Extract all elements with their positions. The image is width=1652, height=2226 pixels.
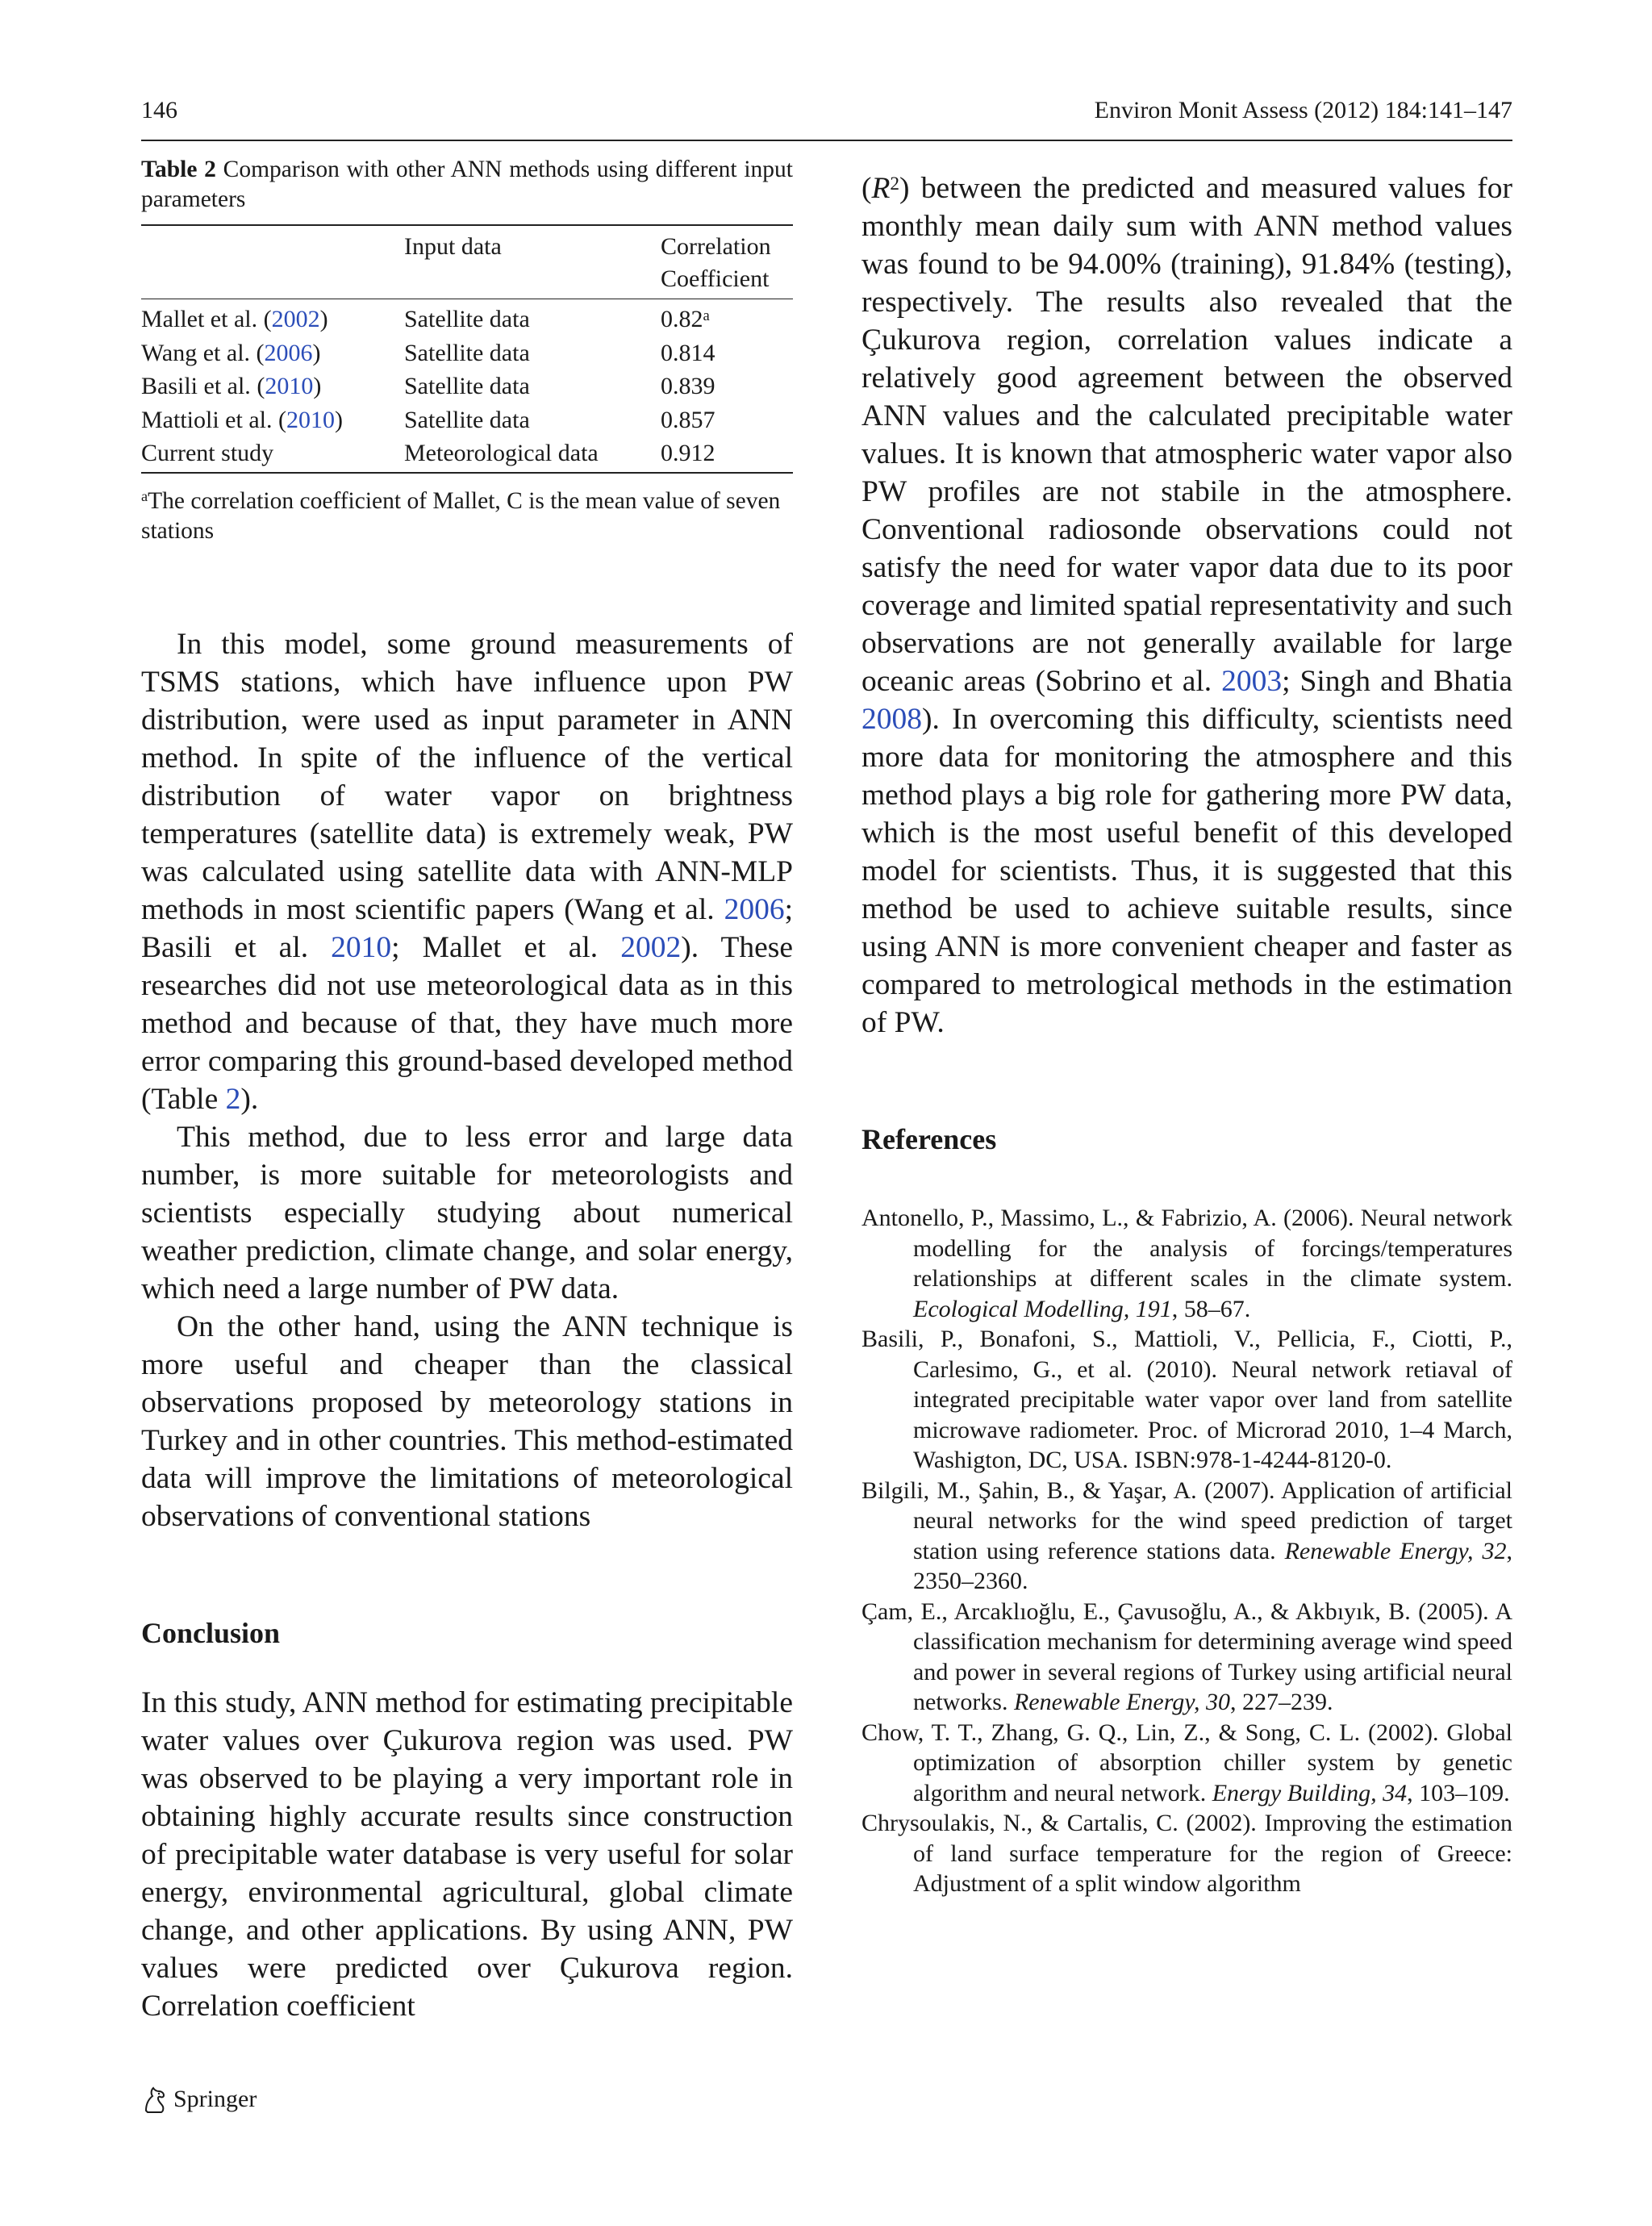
paragraph-text: In this model, some ground measurements of TSMS stations, which have influence upon PW distribution, were used as input parameter in ANN method. In spite of the influence of the vertical distribution of water vapor on brightness temperatures (satellite data) is extremely weak, PW was calculated using satellite data with ANN-MLP methods in most scientific papers (Wang et al. <box>141 627 793 926</box>
table-cell-input: Satellite data <box>404 306 530 332</box>
conclusion-heading: Conclusion <box>141 1616 281 1649</box>
reference-list <box>861 1203 1512 1899</box>
publisher-name: Springer <box>173 2086 257 2112</box>
reference-pages: , 103–109. <box>1407 1779 1510 1806</box>
reference-text: Çam, E., Arcaklıoğlu, E., Çavusoğlu, A., & Akbıyık, B. (2005). A classification mechanism for determining average wind speed and power in several regions of Turkey using artificial neural networks. <box>861 1597 1512 1715</box>
table-cell-value: 0.814 <box>661 339 715 366</box>
table-cell-value: 0.857 <box>661 406 715 433</box>
table-row: Basili et al. (2010) Satellite data 0.839 <box>141 370 793 403</box>
paragraph-text: ; Mallet et al. <box>391 930 621 964</box>
table-cell-input: Satellite data <box>404 339 530 366</box>
reference-pages: , 227–239. <box>1229 1689 1333 1715</box>
citation-link[interactable]: 2003 <box>1221 665 1283 698</box>
footnote-marker: a <box>703 307 710 324</box>
table-header-correlation: Correlation Coefficient <box>661 233 771 292</box>
table-caption <box>141 155 793 215</box>
citation-link[interactable]: 2010 <box>286 406 335 433</box>
reference-item <box>861 1476 1512 1597</box>
table-label: Table 2 <box>141 157 216 182</box>
journal-citation: Environ Monit Assess (2012) 184:141–147 <box>1094 97 1512 123</box>
paragraph-text: ; Basili et al. <box>141 892 793 964</box>
reference-text: Basili, P., Bonafoni, S., Mattioli, V., Pellicia, F., Ciotti, P., Carlesimo, G., et al. (2010). Neural network retiaval of integrated precipitable water vapor over land from satellite microwave radiometer. Proc. of Microrad 2010, 1–4 March, Washigton, DC, USA. ISBN:978-1-4244-8120-0. <box>861 1326 1512 1473</box>
table-cell-input: Satellite data <box>404 373 530 399</box>
r-squared-symbol: R <box>871 172 891 205</box>
citation-link[interactable]: 2010 <box>265 373 314 399</box>
table-reference-link[interactable]: 2 <box>225 1082 241 1116</box>
paragraph-text: ; Singh and Bhatia <box>1282 665 1512 698</box>
reference-journal: Renewable Energy, 30 <box>1013 1689 1230 1715</box>
footnote-text: The correlation coefficient of Mallet, C is the mean value of seven stations <box>141 487 781 544</box>
header-rule <box>141 140 1512 141</box>
body-paragraph: This method, due to less error and large data number, is more suitable for meteorologists and scientists especially studying about numerical weather prediction, climate change, and solar energy, which need a large number of PW data. <box>141 1120 793 1305</box>
citation-link[interactable]: 2002 <box>620 930 682 964</box>
conclusion-paragraph: In this study, ANN method for estimating precipitable water values over Çukurova region was used. PW was observed to be playing a very important role in obtaining highly accurate results since construction of precipitable water database is very useful for solar energy, environmental agricultural, global climate change, and other applications. By using ANN, PW values were predicted over Çukurova region. Correlation coefficient <box>141 1685 793 2023</box>
reference-item <box>861 1324 1512 1476</box>
table-cell-value: 0.839 <box>661 373 715 399</box>
reference-text: Antonello, P., Massimo, L., & Fabrizio, A. (2006). Neural network modelling for the analysis of forcings/temperatures relationships at different scales in the climate system. <box>861 1205 1512 1292</box>
publisher-footer <box>141 2085 257 2114</box>
table-cell-study: Current study <box>141 440 274 466</box>
reference-text: Chrysoulakis, N., & Cartalis, C. (2002). Improving the estimation of land surface temperature for the region of Greece: Adjustment of a split window algorithm <box>861 1810 1512 1897</box>
reference-pages: , 2350–2360. <box>913 1537 1512 1594</box>
citation-link[interactable]: 2010 <box>331 930 392 964</box>
reference-item <box>861 1808 1512 1899</box>
table-cell-study: Mattioli et al. <box>141 406 273 433</box>
table-header-input: Input data <box>404 233 502 260</box>
paragraph-text: ). In overcoming this difficulty, scientists need more data for monitoring the atmosphere and this method plays a big role for gathering more PW data, which is the most useful benefit of this developed model for scientists. Thus, it is suggested that this method be used to achieve suitable results, since using ANN is more convenient cheaper and faster as compared to metrological methods in the estimation of PW. <box>861 703 1512 1039</box>
table-row <box>141 436 793 473</box>
table-cell-study: Mallet et al. <box>141 306 258 332</box>
table-cell-study: Wang et al. <box>141 339 251 366</box>
right-column <box>861 155 1512 1899</box>
reference-text: Bilgili, M., Şahin, B., & Yaşar, A. (2007). Application of artificial neural networks for the wind speed prediction of target station using reference stations data. <box>861 1476 1512 1564</box>
reference-journal: Renewable Energy, 32 <box>1284 1537 1507 1564</box>
table-header-study <box>141 225 404 299</box>
table-header-row <box>141 225 793 299</box>
reference-journal: Energy Building, 34 <box>1212 1779 1408 1806</box>
table-row: Mattioli et al. (2010) Satellite data 0.857 <box>141 403 793 437</box>
table-footnote <box>141 487 793 546</box>
reference-text: Chow, T. T., Zhang, G. Q., Lin, Z., & Song, C. L. (2002). Global optimization of absorption chiller system by genetic algorithm and neural network. <box>861 1719 1512 1806</box>
paragraph-text: ). <box>240 1082 259 1116</box>
body-paragraph: On the other hand, using the ANN technique is more useful and cheaper than the classical observations proposed by meteorology stations in Turkey and in other countries. This method-estimated data will improve the limitations of meteorological observations of conventional stations <box>141 1309 793 1533</box>
page-number: 146 <box>141 97 177 123</box>
body-paragraph: $(R^2)$ between the predicted and measured values for monthly mean daily sum with ANN method values was found to be 94.00% (training), 91.84% (testing), respectively. The results also revealed that the Çukurova region, correlation values indicate a relatively good agreement between the observed ANN values and the calculated precipitable water values. It is known that atmospheric water vapor also PW profiles are not stabile in the atmosphere. Conventional radiosonde observations could not satisfy the need for water vapor data due to its poor coverage and limited spatial representativity and such observations are not generally available for large oceanic areas (Sobrino et al. 2003; Singh and Bhatia 2008). In overcoming this difficulty, scientists need more data for monitoring the atmosphere and this method plays a big role for gathering more PW data, which is the most useful benefit of this developed model for scientists. Thus, it is suggested that this method be used to achieve suitable results, since using ANN is more convenient cheaper and faster as compared to metrological methods in the estimation of PW. <box>861 172 1512 1039</box>
paragraph-text: ). These researches did not use meteorological data as in this method and because of that, they have much more error comparing this ground-based developed method (Table <box>141 930 793 1116</box>
reference-item <box>861 1203 1512 1324</box>
table-row: Mallet et al. (2002) Satellite data 0.82$^a$ <box>141 299 793 336</box>
table-cell-value: 0.82 <box>661 306 703 332</box>
table-cell-value: 0.912 <box>661 440 715 466</box>
springer-horse-icon <box>141 2085 169 2114</box>
comparison-table <box>141 224 793 474</box>
citation-link[interactable]: 2006 <box>264 339 313 366</box>
citation-link[interactable]: 2008 <box>861 703 922 736</box>
citation-link[interactable]: 2006 <box>724 892 785 926</box>
footnote-marker: a <box>141 488 148 505</box>
table-cell-study: Basili et al. <box>141 373 251 399</box>
reference-pages: , 58–67. <box>1171 1295 1251 1322</box>
reference-item <box>861 1597 1512 1718</box>
r-squared-exponent: 2 <box>890 173 900 194</box>
citation-link[interactable]: 2002 <box>271 306 320 332</box>
table-cell-input: Meteorological data <box>404 440 599 466</box>
body-paragraph <box>141 625 793 1118</box>
paragraph-text: between the predicted and measured values for monthly mean daily sum with ANN method values was found to be 94.00% (training), 91.84% (testing), respectively. The results also revealed that the Çukurova region, correlation values indicate a relatively good agreement between the observed ANN values and the calculated precipitable water values. It is known that atmospheric water vapor also PW profiles are not stabile in the atmosphere. Conventional radiosonde observations could not satisfy the need for water vapor data due to its poor coverage and limited spatial representativity and such observations are not generally available for large oceanic areas (Sobrino et al. <box>861 172 1512 698</box>
table-cell-input: Satellite data <box>404 406 530 433</box>
reference-journal: Ecological Modelling, 191 <box>913 1295 1172 1322</box>
table-caption-text: Comparison with other ANN methods using different input parameters <box>141 157 793 212</box>
reference-item <box>861 1718 1512 1809</box>
table-row: Wang et al. (2006) Satellite data 0.814 <box>141 336 793 370</box>
left-column <box>141 155 793 2025</box>
references-heading: References <box>861 1123 997 1155</box>
